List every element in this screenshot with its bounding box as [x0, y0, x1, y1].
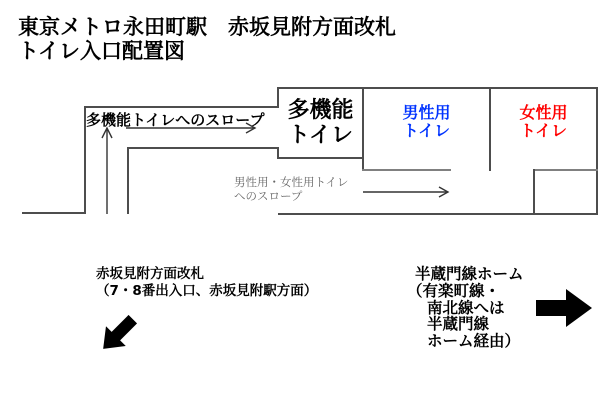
mens-room-label-line1: 男性用 [402, 103, 451, 122]
mens-room-bottom-wall [362, 169, 451, 171]
multi-room-label [278, 88, 363, 158]
gate-label-line2: （7・8番出入口、赤坂見附駅方面） [96, 282, 318, 299]
multi-room-label-line1: 多機能 [287, 98, 354, 123]
gate-direction-arrow-icon [93, 309, 142, 358]
corridor-top-wall [84, 106, 279, 108]
mens-room-label [363, 104, 490, 140]
platform-label-line5: ホーム経由） [427, 332, 521, 351]
gate-label-line1: 赤坂見附方面改札 [96, 266, 204, 282]
mw-slope-arrow-icon [361, 185, 455, 199]
multi-slope-arrow-icon [124, 121, 262, 135]
building-bottom-wall [278, 213, 598, 215]
platform-label-line2: （有楽町線・ [407, 281, 501, 300]
page-title-line2: トイレ入口配置図 [18, 39, 185, 63]
multi-room-label-line2: トイレ [288, 123, 353, 148]
mens-room-label-line2: トイレ [402, 121, 451, 140]
multi-slope-label: 多機能トイレへのスロープ [86, 111, 265, 129]
mw-slope-label-line1: 男性用・女性用トイレ [234, 175, 349, 189]
alcove-box-top-wall [533, 169, 598, 171]
gate-label [96, 266, 317, 299]
platform-label-line4: 半蔵門線 [427, 315, 490, 334]
platform-direction-arrow-icon [536, 287, 594, 329]
mw-slope-label [234, 176, 348, 203]
womens-room-label-line2: トイレ [519, 121, 568, 140]
page-title-line1: 東京メトロ永田町駅 赤坂見附方面改札 [18, 15, 396, 39]
platform-label-line3: 南北線へは [427, 298, 505, 317]
womens-room-label-line1: 女性用 [519, 103, 568, 122]
alcove-box-left-wall [533, 169, 535, 215]
page-title [18, 15, 396, 63]
platform-label [407, 266, 524, 350]
corridor-inner-bottom-wall [127, 147, 278, 149]
corridor-inner-left-wall [127, 147, 129, 214]
mw-slope-label-line2: へのスロープ [234, 188, 303, 203]
up-arrow-icon [100, 124, 114, 216]
platform-label-line1: 半蔵門線ホーム [415, 265, 524, 283]
womens-room-label [490, 104, 597, 140]
corridor-exit-wall [22, 212, 84, 214]
